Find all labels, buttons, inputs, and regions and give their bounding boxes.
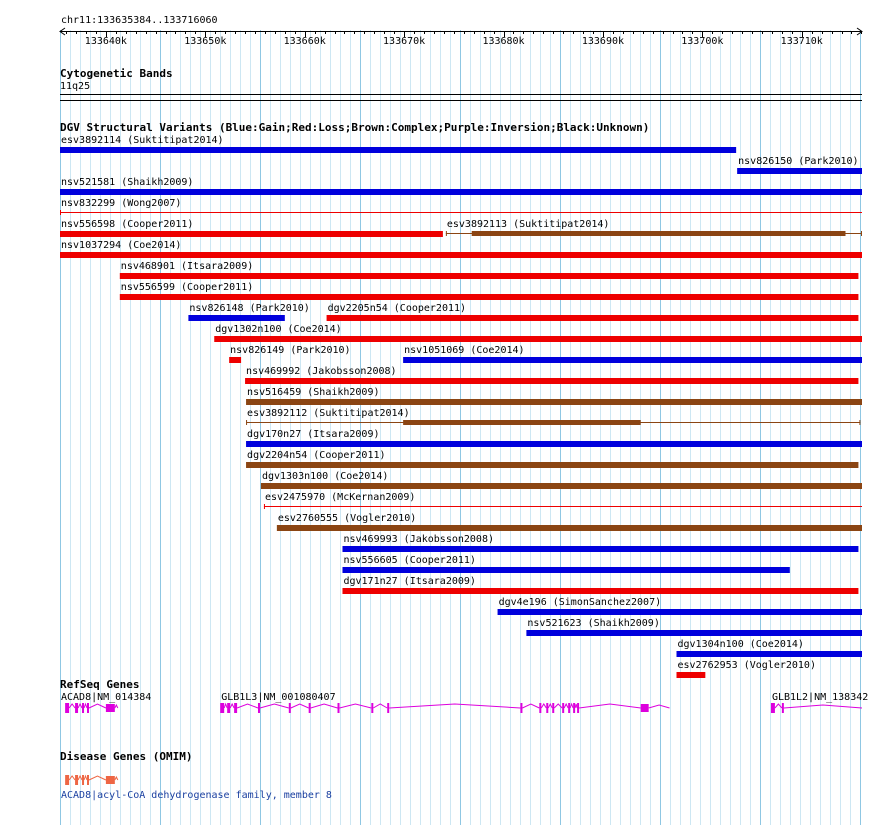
dgv-variant-label[interactable]: nsv556598 (Cooper2011) [61, 219, 194, 230]
refseq-track-title: RefSeq Genes [60, 678, 140, 691]
disease-exon[interactable] [82, 775, 84, 785]
dgv-variant-label[interactable]: dgv2205n54 (Cooper2011) [327, 303, 467, 314]
ruler-tick-label: 133640k [84, 36, 127, 47]
ruler-tick-label: 133650k [184, 36, 227, 47]
cytoband-label[interactable]: 11q25 [60, 81, 91, 92]
dgv-variant-label[interactable]: nsv826148 (Park2010) [189, 303, 310, 314]
dgv-variant-label[interactable]: nsv826150 (Park2010) [738, 156, 859, 167]
dgv-variant-label[interactable]: esv3892114 (Suktitipat2014) [61, 135, 224, 146]
dgv-variant-label[interactable]: dgv2204n54 (Cooper2011) [247, 450, 386, 461]
disease-exon[interactable] [75, 775, 78, 785]
dgv-variant-label[interactable]: dgv4e196 (SimonSanchez2007) [498, 597, 662, 608]
dgv-variant-label[interactable]: dgv1302n100 (Coe2014) [215, 324, 342, 335]
ruler-tick-label: 133710k [780, 36, 823, 47]
dgv-variant-label[interactable]: nsv556605 (Cooper2011) [343, 555, 476, 566]
ruler-tick-label: 133690k [581, 36, 625, 47]
dgv-variant-label[interactable]: nsv516459 (Shaikh2009) [247, 387, 380, 398]
disease-exon[interactable] [65, 775, 69, 785]
dgv-variant-label[interactable]: nsv469993 (Jakobsson2008) [343, 534, 494, 545]
disease-exon[interactable] [87, 775, 89, 785]
dgv-variant-label[interactable]: dgv170n27 (Itsara2009) [247, 429, 380, 440]
dgv-track-title: DGV Structural Variants (Blue:Gain;Red:Loss;Brown:Complex;Purple:Inversion;Black:Unknown) [60, 121, 650, 134]
location-label: chr11:133635384..133716060 [61, 15, 218, 26]
disease-gene-label[interactable]: ACAD8|acyl-CoA dehydrogenase family, member 8 [61, 790, 332, 801]
dgv-variant-label[interactable]: nsv832299 (Wong2007) [61, 198, 182, 209]
refseq-gene-label[interactable]: ACAD8|NM_014384 [61, 692, 152, 703]
ruler-tick-label: 133670k [383, 36, 426, 47]
refseq-gene-label[interactable]: GLB1L3|NM_001080407 [221, 692, 336, 703]
dgv-variant-label[interactable]: nsv826149 (Park2010) [230, 345, 351, 356]
dgv-variant-label[interactable]: nsv556599 (Cooper2011) [120, 282, 254, 293]
dgv-variant-label[interactable]: esv2760555 (Vogler2010) [277, 513, 417, 524]
dgv-variant-label[interactable]: nsv521581 (Shaikh2009) [61, 177, 194, 188]
dgv-variant-label[interactable]: esv3892113 (Suktitipat2014) [446, 219, 610, 230]
cytoband-track-title: Cytogenetic Bands [60, 67, 173, 80]
dgv-variant-label[interactable]: nsv1051069 (Coe2014) [404, 345, 525, 356]
dgv-variant-label[interactable]: nsv1037294 (Coe2014) [61, 240, 182, 251]
dgv-variant-label[interactable]: esv3892112 (Suktitipat2014) [247, 408, 410, 419]
disease-exon[interactable] [106, 776, 115, 784]
ruler-tick-label: 133680k [482, 36, 525, 47]
dgv-variant-label[interactable]: esv2762953 (Vogler2010) [677, 660, 816, 671]
dgv-variant-label[interactable]: nsv521623 (Shaikh2009) [527, 618, 660, 629]
refseq-gene-label[interactable]: GLB1L2|NM_138342 [771, 692, 869, 703]
disease-track-title: Disease Genes (OMIM) [60, 750, 193, 763]
dgv-variant-label[interactable]: dgv171n27 (Itsara2009) [343, 576, 476, 587]
dgv-variant-label[interactable]: dgv1303n100 (Coe2014) [261, 471, 389, 482]
dgv-variant-label[interactable]: nsv468901 (Itsara2009) [120, 261, 254, 272]
ruler-tick-label: 133660k [283, 36, 326, 47]
dgv-variant-label[interactable]: esv2475970 (McKernan2009) [264, 492, 416, 503]
dgv-variant-label[interactable]: dgv1304n100 (Coe2014) [677, 639, 804, 650]
ruler-tick-label: 133700k [681, 36, 724, 47]
dgv-variant-label[interactable]: nsv469992 (Jakobsson2008) [246, 366, 397, 377]
